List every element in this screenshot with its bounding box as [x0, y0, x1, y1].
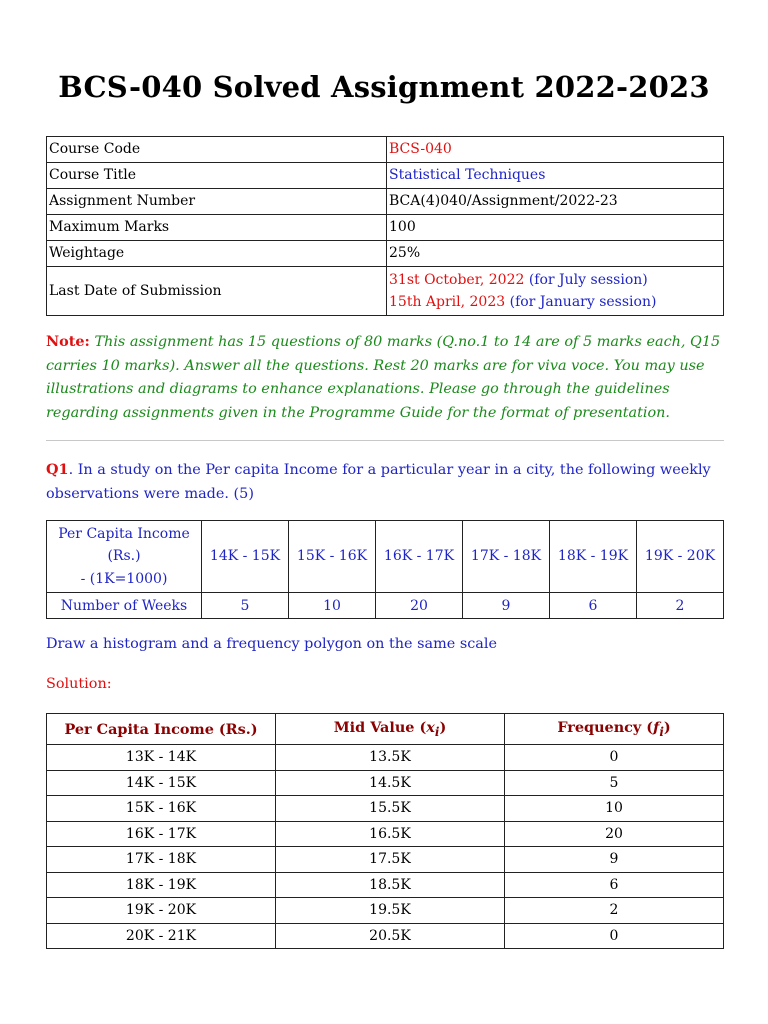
note-text: This assignment has 15 questions of 80 marks (Q.no.1 to 14 are of 5 marks each, Q15 carries 10 marks). Answer all the questions. Rest 20 marks are for viva voce. You may use illustrations and diagrams to enhance explanations. Please go through the guidelines regarding assignments given in the Programme Guide for the format of presentation. [46, 334, 721, 421]
solution-label: Solution: [46, 676, 112, 692]
january-session-note: (for January session) [505, 294, 657, 310]
frequency-subscript: i [659, 724, 664, 739]
maximum-marks-value: 100 [387, 215, 724, 241]
income-range-cell: 18K - 19K [550, 521, 637, 593]
table-row [47, 137, 724, 163]
weeks-value-cell: 6 [550, 593, 637, 619]
mid-value-cell: 13.5K [276, 745, 505, 771]
table-row [47, 923, 724, 949]
income-column-header: Per Capita Income (Rs.) [47, 714, 276, 745]
weightage-value: 25% [387, 241, 724, 267]
course-title-value: Statistical Techniques [387, 163, 724, 189]
frequency-symbol: f [653, 719, 660, 737]
january-deadline-date: 15th April, 2023 [389, 294, 506, 310]
note-label: Note: [46, 333, 90, 350]
assignment-note [46, 330, 730, 425]
frequency-cell: 0 [505, 745, 724, 771]
solution-table [46, 713, 724, 949]
mid-value-header-text: Mid Value ( [333, 719, 427, 737]
frequency-cell: 6 [505, 872, 724, 898]
question-text: . In a study on the Per capita Income for a particular year in a city, the following weekly observations were made. (5) [46, 462, 711, 502]
weeks-value-cell: 9 [463, 593, 550, 619]
income-range-cell: 13K - 14K [47, 745, 276, 771]
frequency-cell: 2 [505, 898, 724, 924]
mid-value-cell: 20.5K [276, 923, 505, 949]
weeks-value-cell: 20 [376, 593, 463, 619]
table-row [47, 189, 724, 215]
table-row [47, 267, 724, 316]
income-header-line: (Rs.) [107, 548, 141, 565]
weeks-label-cell: Number of Weeks [47, 593, 202, 619]
weeks-value-cell: 10 [289, 593, 376, 619]
income-range-cell: 15K - 16K [47, 796, 276, 822]
course-info-table [46, 136, 724, 316]
table-row [47, 872, 724, 898]
income-range-cell: 19K - 20K [637, 521, 724, 593]
mid-value-subscript: i [434, 724, 440, 739]
income-range-cell: 20K - 21K [47, 923, 276, 949]
income-range-cell: 14K - 15K [202, 521, 289, 593]
frequency-cell: 0 [505, 923, 724, 949]
table-row [47, 898, 724, 924]
income-range-cell: 19K - 20K [47, 898, 276, 924]
section-divider [46, 440, 724, 441]
income-header-line: - (1K=1000) [80, 570, 168, 587]
course-code-value: BCS-040 [387, 137, 724, 163]
income-frequency-table [46, 520, 724, 619]
income-range-cell: 15K - 16K [289, 521, 376, 593]
question-instruction: Draw a histogram and a frequency polygon on the same scale [46, 636, 497, 652]
income-header-cell [47, 521, 202, 593]
table-row [47, 847, 724, 873]
table-row [47, 593, 724, 619]
question-1 [46, 458, 726, 506]
table-row [47, 241, 724, 267]
submission-date-value [387, 267, 724, 316]
assignment-number-value: BCA(4)040/Assignment/2022-23 [387, 189, 724, 215]
mid-value-cell: 18.5K [276, 872, 505, 898]
table-row [47, 163, 724, 189]
mid-value-symbol: x [426, 719, 435, 737]
question-number: Q1 [46, 461, 69, 478]
july-deadline-date: 31st October, 2022 [389, 272, 525, 288]
weeks-value-cell: 2 [637, 593, 724, 619]
income-range-cell: 14K - 15K [47, 770, 276, 796]
mid-value-cell: 17.5K [276, 847, 505, 873]
table-row [47, 821, 724, 847]
weeks-value-cell: 5 [202, 593, 289, 619]
table-row [47, 215, 724, 241]
income-range-cell: 16K - 17K [376, 521, 463, 593]
mid-value-cell: 15.5K [276, 796, 505, 822]
table-row [47, 521, 724, 593]
frequency-cell: 5 [505, 770, 724, 796]
table-row [47, 796, 724, 822]
maximum-marks-label: Maximum Marks [47, 215, 387, 241]
submission-date-label: Last Date of Submission [47, 267, 387, 316]
july-session-note: (for July session) [524, 272, 648, 288]
course-title-label: Course Title [47, 163, 387, 189]
mid-value-cell: 19.5K [276, 898, 505, 924]
frequency-column-header [505, 714, 724, 745]
income-range-cell: 16K - 17K [47, 821, 276, 847]
table-header-row [47, 714, 724, 745]
mid-value-column-header [276, 714, 505, 745]
assignment-number-label: Assignment Number [47, 189, 387, 215]
frequency-cell: 10 [505, 796, 724, 822]
income-range-cell: 18K - 19K [47, 872, 276, 898]
frequency-cell: 20 [505, 821, 724, 847]
weightage-label: Weightage [47, 241, 387, 267]
income-header-line: Per Capita Income [58, 525, 190, 542]
table-row [47, 745, 724, 771]
mid-value-cell: 14.5K [276, 770, 505, 796]
frequency-close: ) [663, 719, 671, 737]
course-code-label: Course Code [47, 137, 387, 163]
frequency-cell: 9 [505, 847, 724, 873]
table-row [47, 770, 724, 796]
mid-value-close: ) [439, 719, 447, 737]
income-range-cell: 17K - 18K [47, 847, 276, 873]
page-title: BCS-040 Solved Assignment 2022-2023 [58, 70, 710, 104]
frequency-header-text: Frequency ( [557, 719, 654, 737]
mid-value-cell: 16.5K [276, 821, 505, 847]
income-range-cell: 17K - 18K [463, 521, 550, 593]
